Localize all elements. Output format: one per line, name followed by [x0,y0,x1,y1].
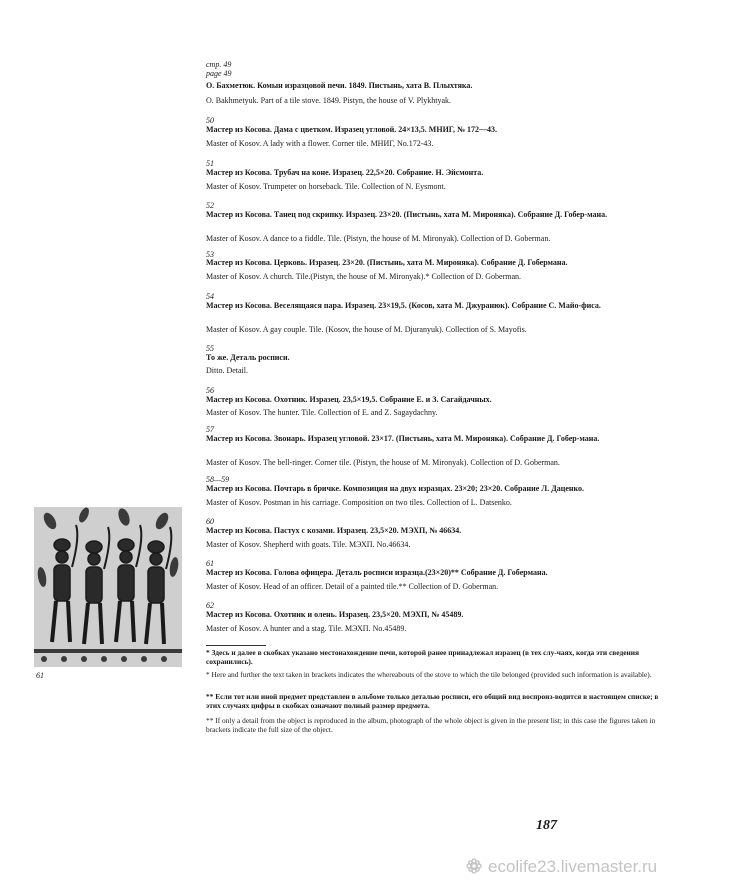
ref-54: 54 [206,292,214,301]
entry-52-ru: Мастер из Косова. Танец под скрипку. Изразец. 23×20. (Пистынь, хата М. Мироняка). Собрание Д. Гобер-мана. [206,210,608,219]
ref-53: 53 [206,250,214,259]
entry-58-59-ru: Мастер из Косова. Почтарь в бричке. Композиция на двух изразцах. 23×20; 23×20. Собрание Л. Даценко. [206,484,585,493]
entry-50-ru: Мастер из Косова. Дама с цветком. Изразец угловой. 24×13,5. МНИГ, № 172—43. [206,125,498,134]
footnote-2-ru: ** Если тот или иной предмет представлен в альбоме только деталью росписи, его общий вид воспроиз-водится в настоящем списке; в этих случаях цифры в скобках означают полный размер предмета. [206,692,659,711]
ref-51: 51 [206,159,214,168]
entry-56-en: Master of Kosov. The hunter. Tile. Collection of E. and Z. Sagaydachny. [206,408,438,417]
footnote-separator [206,645,266,646]
footnote-2-en: ** If only a detail from the object is reproduced in the album, photograph of the whole object is given in the present list; in this case the figures taken in brackets indicate the full size of the object. [206,716,656,735]
entry-62-ru: Мастер из Косова. Охотник и олень. Изразец. 23,5×20. МЭХП, № 45489. [206,610,464,619]
ref-57: 57 [206,425,214,434]
ref-55: 55 [206,344,214,353]
ref-49-en: page 49 [206,69,232,78]
soldiers-tile-image [34,507,182,667]
entry-49-en: O. Bakhmetyuk. Part of a tile stove. 1849. Pistyn, the house of V. Plykhtyak. [206,96,452,105]
entry-56-ru: Мастер из Косова. Охотник. Изразец. 23,5×19,5. Собрание Е. и З. Сагайдачных. [206,395,492,404]
entry-55-en: Ditto. Detail. [206,366,248,375]
ref-62: 62 [206,601,214,610]
ref-61: 61 [206,559,214,568]
watermark: ecolife23.livemaster.ru [488,857,658,876]
entry-53-ru: Мастер из Косова. Церковь. Изразец. 23×20. (Пистынь, хата М. Мироняка). Собрание Д. Гобермана. [206,258,568,267]
entry-58-59-en: Master of Kosov. Postman in his carriage. Composition on two tiles. Collection of L. Datsenko. [206,498,512,507]
entry-55-ru: То же. Деталь росписи. [206,353,290,362]
ref-49-ru: стр. 49 [206,60,232,69]
entry-60-ru: Мастер из Косова. Пастух с козами. Изразец. 23,5×20. МЭХП, № 46634. [206,526,462,535]
entry-50-en: Master of Kosov. A lady with a flower. Corner tile. МНИГ, No.172-43. [206,139,434,148]
entry-57-en: Master of Kosov. The bell-ringer. Corner tile. (Pistyn, the house of M. Mironyak). Collection of D. Goberman. [206,458,560,467]
entry-57-ru: Мастер из Косова. Звонарь. Изразец угловой. 23×17. (Пистынь, хата М. Мироняка). Собрание Д. Гобер-мана. [206,434,600,443]
entry-54-ru: Мастер из Косова. Веселящаяся пара. Изразец. 23×19,5. (Косов, хата М. Джуранюк). Собрание С. Майо-фиса. [206,301,601,310]
illustration-caption: 61 [36,671,44,680]
entry-61-ru: Мастер из Косова. Голова офицера. Деталь росписи изразца.(23×20)** Собрание Д. Гобермана. [206,568,548,577]
entry-53-en: Master of Kosov. A church. Tile.(Pistyn, the house of M. Mironyak).* Collection of D. Goberman. [206,272,522,281]
ref-58-59: 58—59 [206,475,230,484]
entry-51-ru: Мастер из Косова. Трубач на коне. Изразец. 22,5×20. Собрание. Н. Эйсмонта. [206,168,484,177]
footnote-1-en: * Here and further the text taken in brackets indicates the whereabouts of the stove to which the tile belonged (provided such information is available). [206,670,652,679]
entry-62-en: Master of Kosov. A hunter and a stag. Tile. МЭХП. No.45489. [206,624,407,633]
entry-54-en: Master of Kosov. A gay couple. Tile. (Kosov, the house of M. Djuranyuk). Collection of S. Mayofis. [206,325,527,334]
entry-60-en: Master of Kosov. Shepherd with goats. Tile. МЭХП. No.46634. [206,540,411,549]
entry-52-en: Master of Kosov. A dance to a fiddle. Tile. (Pistyn, the house of M. Mironyak). Collection of D. Goberman. [206,234,551,243]
ref-56: 56 [206,386,214,395]
footnote-1-ru: * Здесь и далее в скобках указано местонахождение печи, которой ранее принадлежал изразец (в тех слу-чаях, когда эти сведения сохранились). [206,648,640,667]
entry-61-en: Master of Kosov. Head of an officer. Detail of a painted tile.** Collection of D. Goberman. [206,582,499,591]
entry-51-en: Master of Kosov. Trumpeter on horseback. Tile. Collection of N. Eysmont. [206,182,446,191]
page-number: 187 [536,818,557,833]
ref-60: 60 [206,517,214,526]
tile-illustration [34,507,182,667]
ref-50: 50 [206,116,214,125]
entry-49-ru: О. Бахметюк. Комын изразцовой печи. 1849. Пистынь, хата В. Плыхтяка. [206,81,473,90]
flower-icon [466,858,482,874]
ref-52: 52 [206,201,214,210]
